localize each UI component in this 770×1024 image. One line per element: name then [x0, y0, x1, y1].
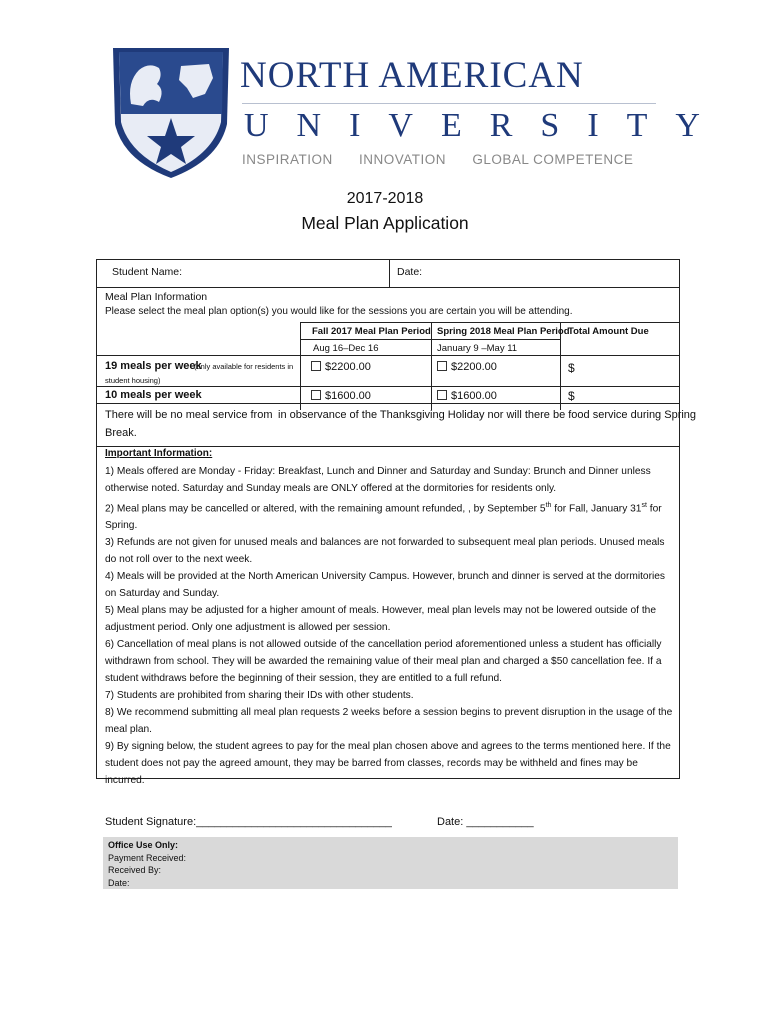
office-date-label: Date: [108, 877, 130, 888]
fall-period: Aug 16–Dec 16 [313, 343, 379, 354]
header-rule [242, 103, 656, 104]
table-line [96, 403, 680, 404]
meal-plan-instruction: Please select the meal plan option(s) you would like for the sessions you are certain you will be attending. [105, 306, 573, 317]
service-note-part-c: Break. [105, 427, 137, 439]
item-7: 7) Students are prohibited from sharing their IDs with other students. [105, 690, 414, 702]
plan-19-name: 19 meals per week [105, 360, 202, 372]
meal-plan-section-label: Meal Plan Information [105, 291, 208, 303]
table-line [96, 386, 680, 387]
plan-19-spring-price: $2200.00 [451, 361, 497, 373]
item-2-sup-1: th [545, 502, 552, 509]
important-items [105, 463, 673, 789]
item-3: 3) Refunds are not given for unused meals and balances are not forwarded to subsequent meal plan periods. Unused meals do not roll over to the next week. [105, 537, 665, 566]
tagline-inspiration: INSPIRATION [242, 152, 333, 167]
university-tagline [242, 152, 655, 167]
office-use-title: Office Use Only: [108, 840, 179, 850]
fall-column-header: Fall 2017 Meal Plan Period [312, 326, 431, 337]
plan-10-fall-option[interactable] [311, 390, 371, 402]
academic-year: 2017-2018 [346, 190, 424, 207]
plan-10-spring-option[interactable] [437, 390, 497, 402]
checkbox[interactable] [437, 390, 447, 400]
total-column-header: Total Amount Due [568, 326, 649, 337]
plan-19-note: (only available for residents in [194, 362, 294, 371]
tagline-global-competence: GLOBAL COMPETENCE [472, 152, 634, 167]
service-note-part-b: in observance of the Thanksgiving Holiday nor will there be food service during Spring [278, 409, 697, 421]
item-2-text-a: 2) Meal plans may be cancelled or altered, with the remaining amount refunded, , by September 5 [105, 503, 546, 515]
section-line [96, 446, 680, 447]
date-label[interactable]: Date: [397, 266, 423, 278]
item-6: 6) Cancellation of meal plans is not allowed outside of the cancellation period aforementioned unless a student has officially withdrawn from school. They will be awarded the remaining value of their meal plan and charged a $50 cancellation fee. If a student withdraws before the beginning of their session, they are entitled to a full refund. [105, 639, 662, 685]
university-word: UNIVERSITY [244, 107, 728, 144]
plan-10-name: 10 meals per week [105, 389, 202, 401]
item-9: 9) By signing below, the student agrees to pay for the meal plan chosen above and agrees to the terms mentioned here. If the student does not pay the agreed amount, they may be barred from classes, records may be withheld and fines may be incurred. [105, 741, 671, 787]
spring-column-header: Spring 2018 Meal Plan Period [437, 326, 570, 337]
plan-19-spring-option[interactable] [437, 361, 497, 373]
checkbox[interactable] [311, 361, 321, 371]
item-2 [105, 497, 673, 534]
name-date-divider [389, 259, 390, 287]
item-2-text-b: for Fall, January 31 [551, 503, 642, 515]
table-line [96, 355, 680, 356]
plan-19-note-2: student housing) [105, 376, 161, 385]
table-col-line [431, 322, 432, 410]
plan-10-fall-price: $1600.00 [325, 390, 371, 402]
university-logo-shield [109, 44, 233, 180]
item-1: 1) Meals offered are Monday - Friday: Breakfast, Lunch and Dinner and Saturday and Sunday: Brunch and Dinner unless otherwise noted. Saturday and Sunday meals are ONLY offered at the dormitories for residents only. [105, 466, 651, 494]
item-2-text-c: for Spring. [105, 503, 662, 532]
office-use-box [103, 837, 678, 889]
item-8: 8) We recommend submitting all meal plan requests 2 weeks before a session begins to prevent disruption in the usage of the meal plan. [105, 707, 673, 736]
item-5: 5) Meal plans may be adjusted for a higher amount of meals. However, meal plan levels may not be lowered outside of the adjustment period. Only one adjustment is allowed per session. [105, 605, 656, 634]
checkbox[interactable] [437, 361, 447, 371]
spring-period: January 9 –May 11 [437, 343, 518, 354]
plan-10-spring-price: $1600.00 [451, 390, 497, 402]
plan-10-total[interactable]: $ [568, 389, 575, 403]
plan-19-total[interactable]: $ [568, 361, 575, 375]
row-line [96, 287, 680, 288]
student-signature-line[interactable]: Student Signature:________________________________ [105, 816, 392, 828]
received-by-label: Received By: [108, 865, 162, 875]
signature-date-line[interactable]: Date: ___________ [437, 816, 534, 828]
service-note-part-a: There will be no meal service from [105, 409, 273, 421]
plan-19-fall-price: $2200.00 [325, 361, 371, 373]
tagline-innovation: INNOVATION [359, 152, 447, 167]
checkbox[interactable] [311, 390, 321, 400]
payment-received-label: Payment Received: [108, 852, 187, 863]
item-2-sup-2: st [641, 502, 647, 509]
item-4: 4) Meals will be provided at the North American University Campus. However, brunch and dinner is served at the dormitories on Saturday and Sunday. [105, 571, 665, 600]
plan-19-fall-option[interactable] [311, 361, 371, 373]
table-line [300, 322, 680, 323]
table-col-line [300, 322, 301, 410]
student-name-label: Student Name: [112, 266, 183, 278]
table-line [300, 339, 560, 340]
important-information-label: Important Information: [105, 448, 213, 459]
university-name: NORTH AMERICAN [240, 55, 584, 96]
form-title: Meal Plan Application [301, 213, 469, 233]
